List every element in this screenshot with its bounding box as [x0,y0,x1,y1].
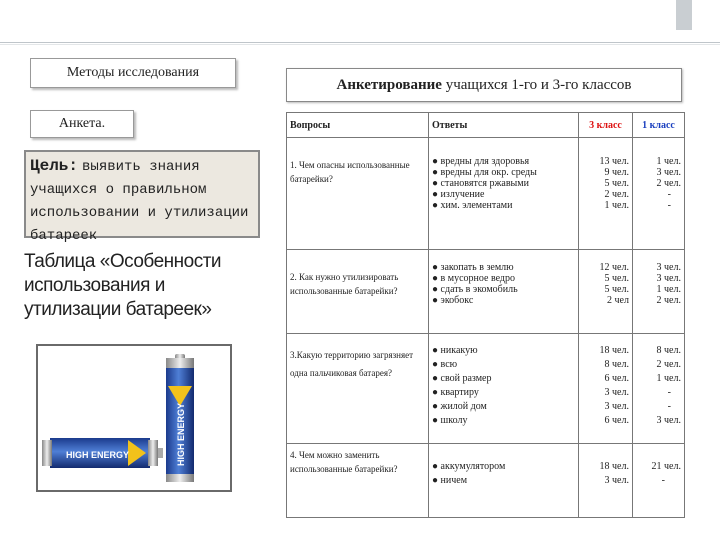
question-text: 3.Какую территорию загрязняет одна пальчиковая батарея? [290,350,414,378]
class3-cell [579,444,633,518]
header-class3: 3 класс [579,113,633,138]
count-value: 18 чел. [599,345,629,356]
answer-item: ● ничем [432,475,468,486]
anketa-label: Анкета. [30,110,134,138]
class3-cell [579,138,633,250]
answers-cell [429,138,579,250]
count-value: 3 чел. [656,273,681,284]
answer-item: ● квартиру [432,387,479,398]
count-value: 1 чел. [604,200,629,211]
corner-stripe [676,0,692,30]
answer-item: ● школу [432,415,468,426]
count-value: - [661,475,665,486]
question-cell: 2. Как нужно утилизировать использованные батарейки? [287,250,429,334]
answer-item: ● экобокс [432,295,474,306]
class1-cell [633,444,685,518]
count-value: 5 чел. [604,273,629,284]
answers-cell [429,334,579,444]
count-value: 2 чел [607,295,629,306]
question-cell [287,334,429,444]
svg-text:HIGH ENERGY: HIGH ENERGY [66,450,130,460]
count-value: 6 чел. [604,415,629,426]
answer-item: ● вредны для здоровья [432,156,530,167]
count-value: 9 чел. [604,167,629,178]
count-value: 21 чел. [651,461,681,472]
answer-item: ● хим. элементами [432,200,513,211]
count-value: 3 чел. [604,387,629,398]
question-cell: 1. Чем опасны использованные батарейки? [287,138,429,250]
answers-cell [429,444,579,518]
class1-cell [633,138,685,250]
count-value: - [667,200,671,211]
survey-title-bold: Анкетирование [336,77,442,93]
table-title: Таблица «Особенности использования и утилизации батареек» [24,251,222,320]
answer-item: ● свой размер [432,373,492,384]
answers-cell [429,250,579,334]
table-row [287,334,685,444]
count-value: 5 чел. [604,284,629,295]
count-value: 1 чел. [656,373,681,384]
count-value: - [667,387,671,398]
svg-text:HIGH ENERGY: HIGH ENERGY [176,402,186,466]
count-value: 2 чел. [656,178,681,189]
answer-item: ● никакую [432,345,478,356]
count-value: 6 чел. [604,373,629,384]
count-value: 3 чел. [656,167,681,178]
count-value: - [667,401,671,412]
header-rule-light [0,44,720,45]
class1-cell [633,334,685,444]
count-value: 3 чел. [604,401,629,412]
count-value: 3 чел. [656,415,681,426]
header-class1: 1 класс [633,113,685,138]
answer-item: ● жилой дом [432,401,487,412]
answer-item: ● закопать в землю [432,262,514,273]
count-value: 2 чел. [656,359,681,370]
header-rule [0,42,720,43]
table-header-row [287,113,685,138]
count-value: 2 чел. [604,189,629,200]
class3-cell [579,334,633,444]
count-value: 8 чел. [656,345,681,356]
table-row [287,138,685,250]
methods-title: Методы исследования [30,58,236,88]
count-value: 8 чел. [604,359,629,370]
header-answers: Ответы [429,113,579,138]
answer-item: ● в мусорное ведро [432,273,515,284]
table-row [287,444,685,518]
battery-icon [38,346,230,490]
table-row [287,250,685,334]
goal-label: Цель: [30,157,79,175]
answer-item: ● излучение [432,189,485,200]
answer-item: ● вредны для окр. среды [432,167,537,178]
survey-table [286,112,685,518]
answer-item: ● становятся ржавыми [432,178,529,189]
battery-photo [36,344,232,492]
class1-cell [633,250,685,334]
count-value: 3 чел. [656,262,681,273]
question-cell: 4. Чем можно заменить использованные батарейки? [287,444,429,518]
count-value: 13 чел. [599,156,629,167]
goal-box [24,150,260,244]
count-value: 3 чел. [604,475,629,486]
count-value: - [667,189,671,200]
answer-item: ● аккумулятором [432,461,506,472]
survey-title [286,68,682,102]
goal-text: выявить знания учащихся о правильном использовании и утилизации батареек [30,159,249,244]
count-value: 18 чел. [599,461,629,472]
count-value: 5 чел. [604,178,629,189]
answer-item: ● сдать в экомобиль [432,284,518,295]
header-questions: Вопросы [287,113,429,138]
count-value: 1 чел. [656,284,681,295]
count-value: 2 чел. [656,295,681,306]
count-value: 12 чел. [599,262,629,273]
count-value: 1 чел. [656,156,681,167]
class3-cell [579,250,633,334]
answer-item: ● всю [432,359,458,370]
survey-title-rest: учащихся 1-го и 3-го классов [441,77,632,93]
